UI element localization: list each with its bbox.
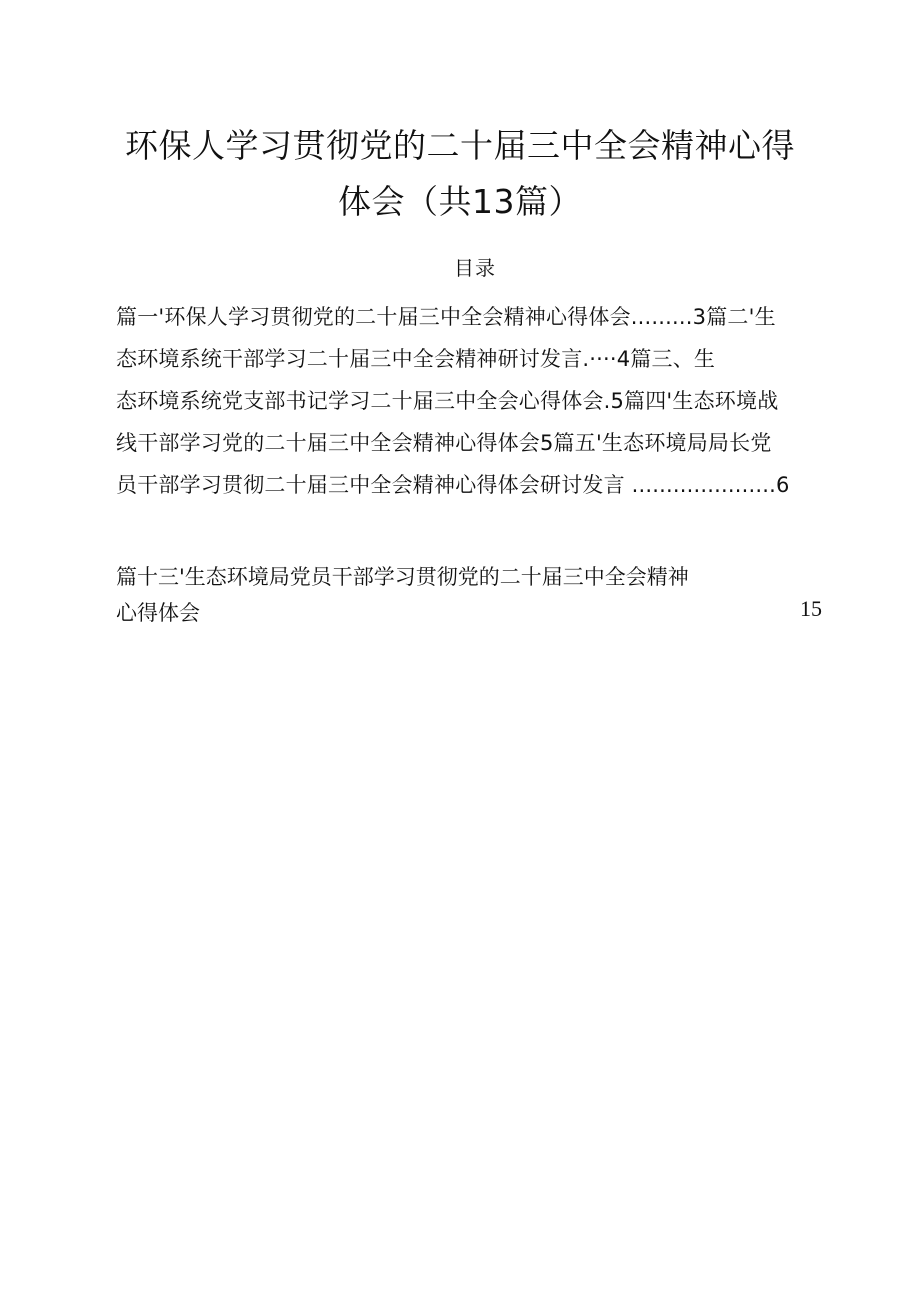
toc-line-5: 员干部学习贯彻二十届三中全会精神心得体会研讨发言 .....................6 [116, 473, 790, 497]
document-title [0, 118, 920, 230]
title-line-2: 体会（共13篇） [338, 182, 582, 221]
toc-entry-13-line-1: 篇十三'生态环境局党员干部学习贯彻党的二十届三中全会精神 [116, 565, 689, 589]
toc-entries [116, 296, 830, 506]
toc-line-1: 篇一'环保人学习贯彻党的二十届三中全会精神心得体会.........3篇二'生 [116, 305, 776, 329]
title-line-1: 环保人学习贯彻党的二十届三中全会精神心得 [125, 126, 795, 165]
toc-heading: 目录 [454, 256, 496, 280]
toc-line-4: 线干部学习党的二十届三中全会精神心得体会5篇五'生态环境局局长党 [116, 431, 772, 455]
toc-line-3: 态环境系统党支部书记学习二十届三中全会心得体会.5篇四'生态环境战 [116, 389, 779, 413]
toc-entry-13-line-2: 心得体会 [116, 601, 200, 625]
toc-entry-13-page-number: 15 [800, 596, 822, 621]
toc-line-2: 态环境系统干部学习二十届三中全会精神研讨发言.····4篇三、生 [116, 347, 716, 371]
toc-entry-13 [116, 559, 830, 631]
